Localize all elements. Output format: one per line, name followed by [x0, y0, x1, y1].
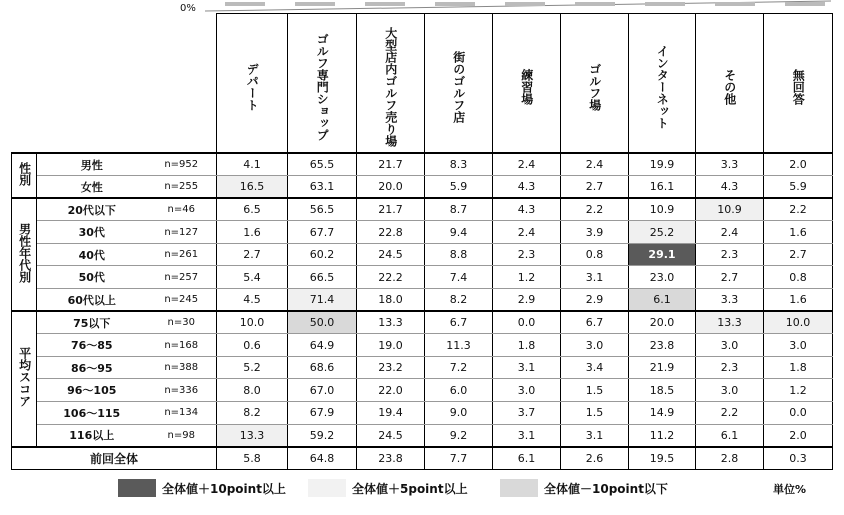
col-header: インターネット — [629, 14, 696, 154]
footer-value-cell: 7.7 — [425, 447, 493, 470]
legend-label: 全体値－10point以下 — [544, 481, 668, 496]
value-cell: 5.9 — [425, 176, 493, 199]
row-label: 60代以上 — [37, 289, 147, 312]
value-cell: 2.3 — [696, 243, 764, 266]
value-cell: 10.0 — [217, 311, 288, 334]
value-cell: 2.3 — [696, 356, 764, 379]
value-cell: 2.9 — [561, 289, 629, 312]
value-cell: 7.2 — [425, 356, 493, 379]
value-cell: 19.4 — [357, 402, 425, 425]
value-cell: 1.5 — [561, 402, 629, 425]
table-row — [12, 311, 833, 334]
value-cell: 6.5 — [217, 198, 288, 221]
legend-item-dark — [118, 478, 286, 498]
value-cell: 3.3 — [696, 153, 764, 176]
value-cell: 24.5 — [357, 424, 425, 447]
legend-label: 全体値＋5point以上 — [352, 481, 468, 496]
value-cell: 9.4 — [425, 221, 493, 244]
value-cell: 56.5 — [288, 198, 357, 221]
row-sample-size: n=257 — [147, 266, 217, 289]
table-row — [12, 402, 833, 425]
purchase-channel-table — [11, 13, 833, 470]
value-cell: 10.9 — [629, 198, 696, 221]
row-label: 50代 — [37, 266, 147, 289]
col-header: その他 — [696, 14, 764, 154]
value-cell: 22.8 — [357, 221, 425, 244]
unit-label: 単位% — [773, 483, 807, 496]
row-label: 76～85 — [37, 334, 147, 357]
value-cell: 23.0 — [629, 266, 696, 289]
value-cell: 3.1 — [561, 266, 629, 289]
footer-row — [12, 447, 833, 470]
row-sample-size: n=168 — [147, 334, 217, 357]
table-row — [12, 379, 833, 402]
value-cell: 4.3 — [696, 176, 764, 199]
value-cell: 8.2 — [217, 402, 288, 425]
value-cell: 22.0 — [357, 379, 425, 402]
row-label: 116以上 — [37, 424, 147, 447]
value-cell: 4.3 — [493, 198, 561, 221]
value-cell: 65.5 — [288, 153, 357, 176]
row-label: 30代 — [37, 221, 147, 244]
value-cell: 2.4 — [696, 221, 764, 244]
table-row — [12, 176, 833, 199]
footer-value-cell: 23.8 — [357, 447, 425, 470]
row-sample-size: n=127 — [147, 221, 217, 244]
row-sample-size: n=255 — [147, 176, 217, 199]
table-row — [12, 266, 833, 289]
value-cell: 2.9 — [493, 289, 561, 312]
col-header: 街のゴルフ店 — [425, 14, 493, 154]
value-cell: 3.0 — [493, 379, 561, 402]
group-label-text: 平均スコア — [17, 347, 32, 408]
value-cell: 3.1 — [561, 424, 629, 447]
value-cell: 19.9 — [629, 153, 696, 176]
value-cell: 24.5 — [357, 243, 425, 266]
footer-value-cell: 2.8 — [696, 447, 764, 470]
value-cell: 3.9 — [561, 221, 629, 244]
value-cell: 4.5 — [217, 289, 288, 312]
value-cell: 1.2 — [493, 266, 561, 289]
value-cell: 16.5 — [217, 176, 288, 199]
row-sample-size: n=952 — [147, 153, 217, 176]
value-cell: 9.2 — [425, 424, 493, 447]
row-label: 20代以下 — [37, 198, 147, 221]
value-cell: 13.3 — [357, 311, 425, 334]
value-cell: 3.0 — [764, 334, 833, 357]
value-cell: 2.3 — [493, 243, 561, 266]
group-label — [12, 198, 37, 311]
row-label: 106～115 — [37, 402, 147, 425]
value-cell: 3.4 — [561, 356, 629, 379]
value-cell: 2.4 — [561, 153, 629, 176]
col-header: 大型店内ゴルフ売り場 — [357, 14, 425, 154]
col-header: ゴルフ場 — [561, 14, 629, 154]
value-cell: 66.5 — [288, 266, 357, 289]
row-sample-size: n=245 — [147, 289, 217, 312]
row-sample-size: n=98 — [147, 424, 217, 447]
value-cell: 10.9 — [696, 198, 764, 221]
value-cell: 5.4 — [217, 266, 288, 289]
row-label: 40代 — [37, 243, 147, 266]
value-cell: 60.2 — [288, 243, 357, 266]
legend-item-light — [308, 478, 468, 498]
value-cell: 9.0 — [425, 402, 493, 425]
footer-label: 前回全体 — [12, 447, 217, 470]
row-sample-size: n=46 — [147, 198, 217, 221]
col-header: 練習場 — [493, 14, 561, 154]
value-cell: 64.9 — [288, 334, 357, 357]
value-cell: 2.2 — [561, 198, 629, 221]
value-cell: 50.0 — [288, 311, 357, 334]
value-cell: 23.2 — [357, 356, 425, 379]
value-cell: 1.6 — [217, 221, 288, 244]
value-cell: 21.9 — [629, 356, 696, 379]
value-cell: 8.2 — [425, 289, 493, 312]
value-cell: 6.1 — [629, 289, 696, 312]
value-cell: 7.4 — [425, 266, 493, 289]
legend-swatch-dark — [118, 479, 156, 497]
value-cell: 3.1 — [493, 356, 561, 379]
footer-value-cell: 0.3 — [764, 447, 833, 470]
table-row — [12, 356, 833, 379]
value-cell: 63.1 — [288, 176, 357, 199]
group-label-text: 男性年代別 — [17, 223, 32, 284]
value-cell: 2.2 — [764, 198, 833, 221]
legend — [0, 478, 844, 500]
value-cell: 8.8 — [425, 243, 493, 266]
table-row — [12, 243, 833, 266]
value-cell: 8.3 — [425, 153, 493, 176]
row-label: 96～105 — [37, 379, 147, 402]
value-cell: 1.2 — [764, 379, 833, 402]
table-row — [12, 289, 833, 312]
value-cell: 0.8 — [561, 243, 629, 266]
value-cell: 6.7 — [561, 311, 629, 334]
value-cell: 6.0 — [425, 379, 493, 402]
value-cell: 11.2 — [629, 424, 696, 447]
value-cell: 6.7 — [425, 311, 493, 334]
value-cell: 4.3 — [493, 176, 561, 199]
col-header: デパート — [217, 14, 288, 154]
value-cell: 8.7 — [425, 198, 493, 221]
bar-strip-remnant — [205, 0, 831, 12]
group-label — [12, 311, 37, 447]
value-cell: 20.0 — [357, 176, 425, 199]
value-cell: 22.2 — [357, 266, 425, 289]
col-header: 無回答 — [764, 14, 833, 154]
value-cell: 21.7 — [357, 198, 425, 221]
value-cell: 0.0 — [493, 311, 561, 334]
legend-item-mid — [500, 478, 668, 498]
value-cell: 1.8 — [764, 356, 833, 379]
row-label: 75以下 — [37, 311, 147, 334]
value-cell: 11.3 — [425, 334, 493, 357]
value-cell: 2.0 — [764, 153, 833, 176]
value-cell: 18.5 — [629, 379, 696, 402]
zero-percent-label: 0% — [180, 3, 196, 14]
value-cell: 68.6 — [288, 356, 357, 379]
value-cell: 59.2 — [288, 424, 357, 447]
value-cell: 3.0 — [561, 334, 629, 357]
table-row — [12, 153, 833, 176]
value-cell: 14.9 — [629, 402, 696, 425]
value-cell: 23.8 — [629, 334, 696, 357]
footer-value-cell: 2.6 — [561, 447, 629, 470]
value-cell: 1.6 — [764, 221, 833, 244]
value-cell: 0.8 — [764, 266, 833, 289]
value-cell: 16.1 — [629, 176, 696, 199]
row-sample-size: n=30 — [147, 311, 217, 334]
footer-value-cell: 6.1 — [493, 447, 561, 470]
value-cell: 10.0 — [764, 311, 833, 334]
footer-value-cell: 19.5 — [629, 447, 696, 470]
value-cell: 3.7 — [493, 402, 561, 425]
value-cell: 1.5 — [561, 379, 629, 402]
value-cell: 3.0 — [696, 379, 764, 402]
value-cell: 71.4 — [288, 289, 357, 312]
footer-value-cell: 64.8 — [288, 447, 357, 470]
value-cell: 2.7 — [764, 243, 833, 266]
table-row — [12, 334, 833, 357]
row-sample-size: n=336 — [147, 379, 217, 402]
value-cell: 0.0 — [764, 402, 833, 425]
value-cell: 20.0 — [629, 311, 696, 334]
value-cell: 6.1 — [696, 424, 764, 447]
value-cell: 2.7 — [217, 243, 288, 266]
row-label: 男性 — [37, 153, 147, 176]
value-cell: 67.0 — [288, 379, 357, 402]
row-label: 86～95 — [37, 356, 147, 379]
value-cell: 0.6 — [217, 334, 288, 357]
value-cell: 8.0 — [217, 379, 288, 402]
row-sample-size: n=134 — [147, 402, 217, 425]
value-cell: 5.9 — [764, 176, 833, 199]
value-cell: 1.8 — [493, 334, 561, 357]
table-row — [12, 221, 833, 244]
legend-swatch-light — [308, 479, 346, 497]
value-cell: 19.0 — [357, 334, 425, 357]
legend-swatch-mid — [500, 479, 538, 497]
col-header: ゴルフ専門ショップ — [288, 14, 357, 154]
table-row — [12, 198, 833, 221]
value-cell: 2.7 — [561, 176, 629, 199]
legend-label: 全体値＋10point以上 — [162, 481, 286, 496]
value-cell: 21.7 — [357, 153, 425, 176]
group-label — [12, 153, 37, 198]
group-label-text: 性別 — [17, 162, 32, 187]
value-cell: 67.9 — [288, 402, 357, 425]
table-row — [12, 424, 833, 447]
value-cell: 13.3 — [217, 424, 288, 447]
value-cell: 1.6 — [764, 289, 833, 312]
header-blank — [12, 14, 217, 154]
value-cell: 13.3 — [696, 311, 764, 334]
row-sample-size: n=388 — [147, 356, 217, 379]
footer-value-cell: 5.8 — [217, 447, 288, 470]
value-cell: 2.2 — [696, 402, 764, 425]
value-cell: 29.1 — [629, 243, 696, 266]
value-cell: 3.1 — [493, 424, 561, 447]
value-cell: 2.0 — [764, 424, 833, 447]
value-cell: 67.7 — [288, 221, 357, 244]
value-cell: 4.1 — [217, 153, 288, 176]
value-cell: 3.3 — [696, 289, 764, 312]
value-cell: 18.0 — [357, 289, 425, 312]
row-sample-size: n=261 — [147, 243, 217, 266]
value-cell: 2.7 — [696, 266, 764, 289]
value-cell: 3.0 — [696, 334, 764, 357]
value-cell: 5.2 — [217, 356, 288, 379]
row-label: 女性 — [37, 176, 147, 199]
value-cell: 2.4 — [493, 221, 561, 244]
value-cell: 25.2 — [629, 221, 696, 244]
value-cell: 2.4 — [493, 153, 561, 176]
